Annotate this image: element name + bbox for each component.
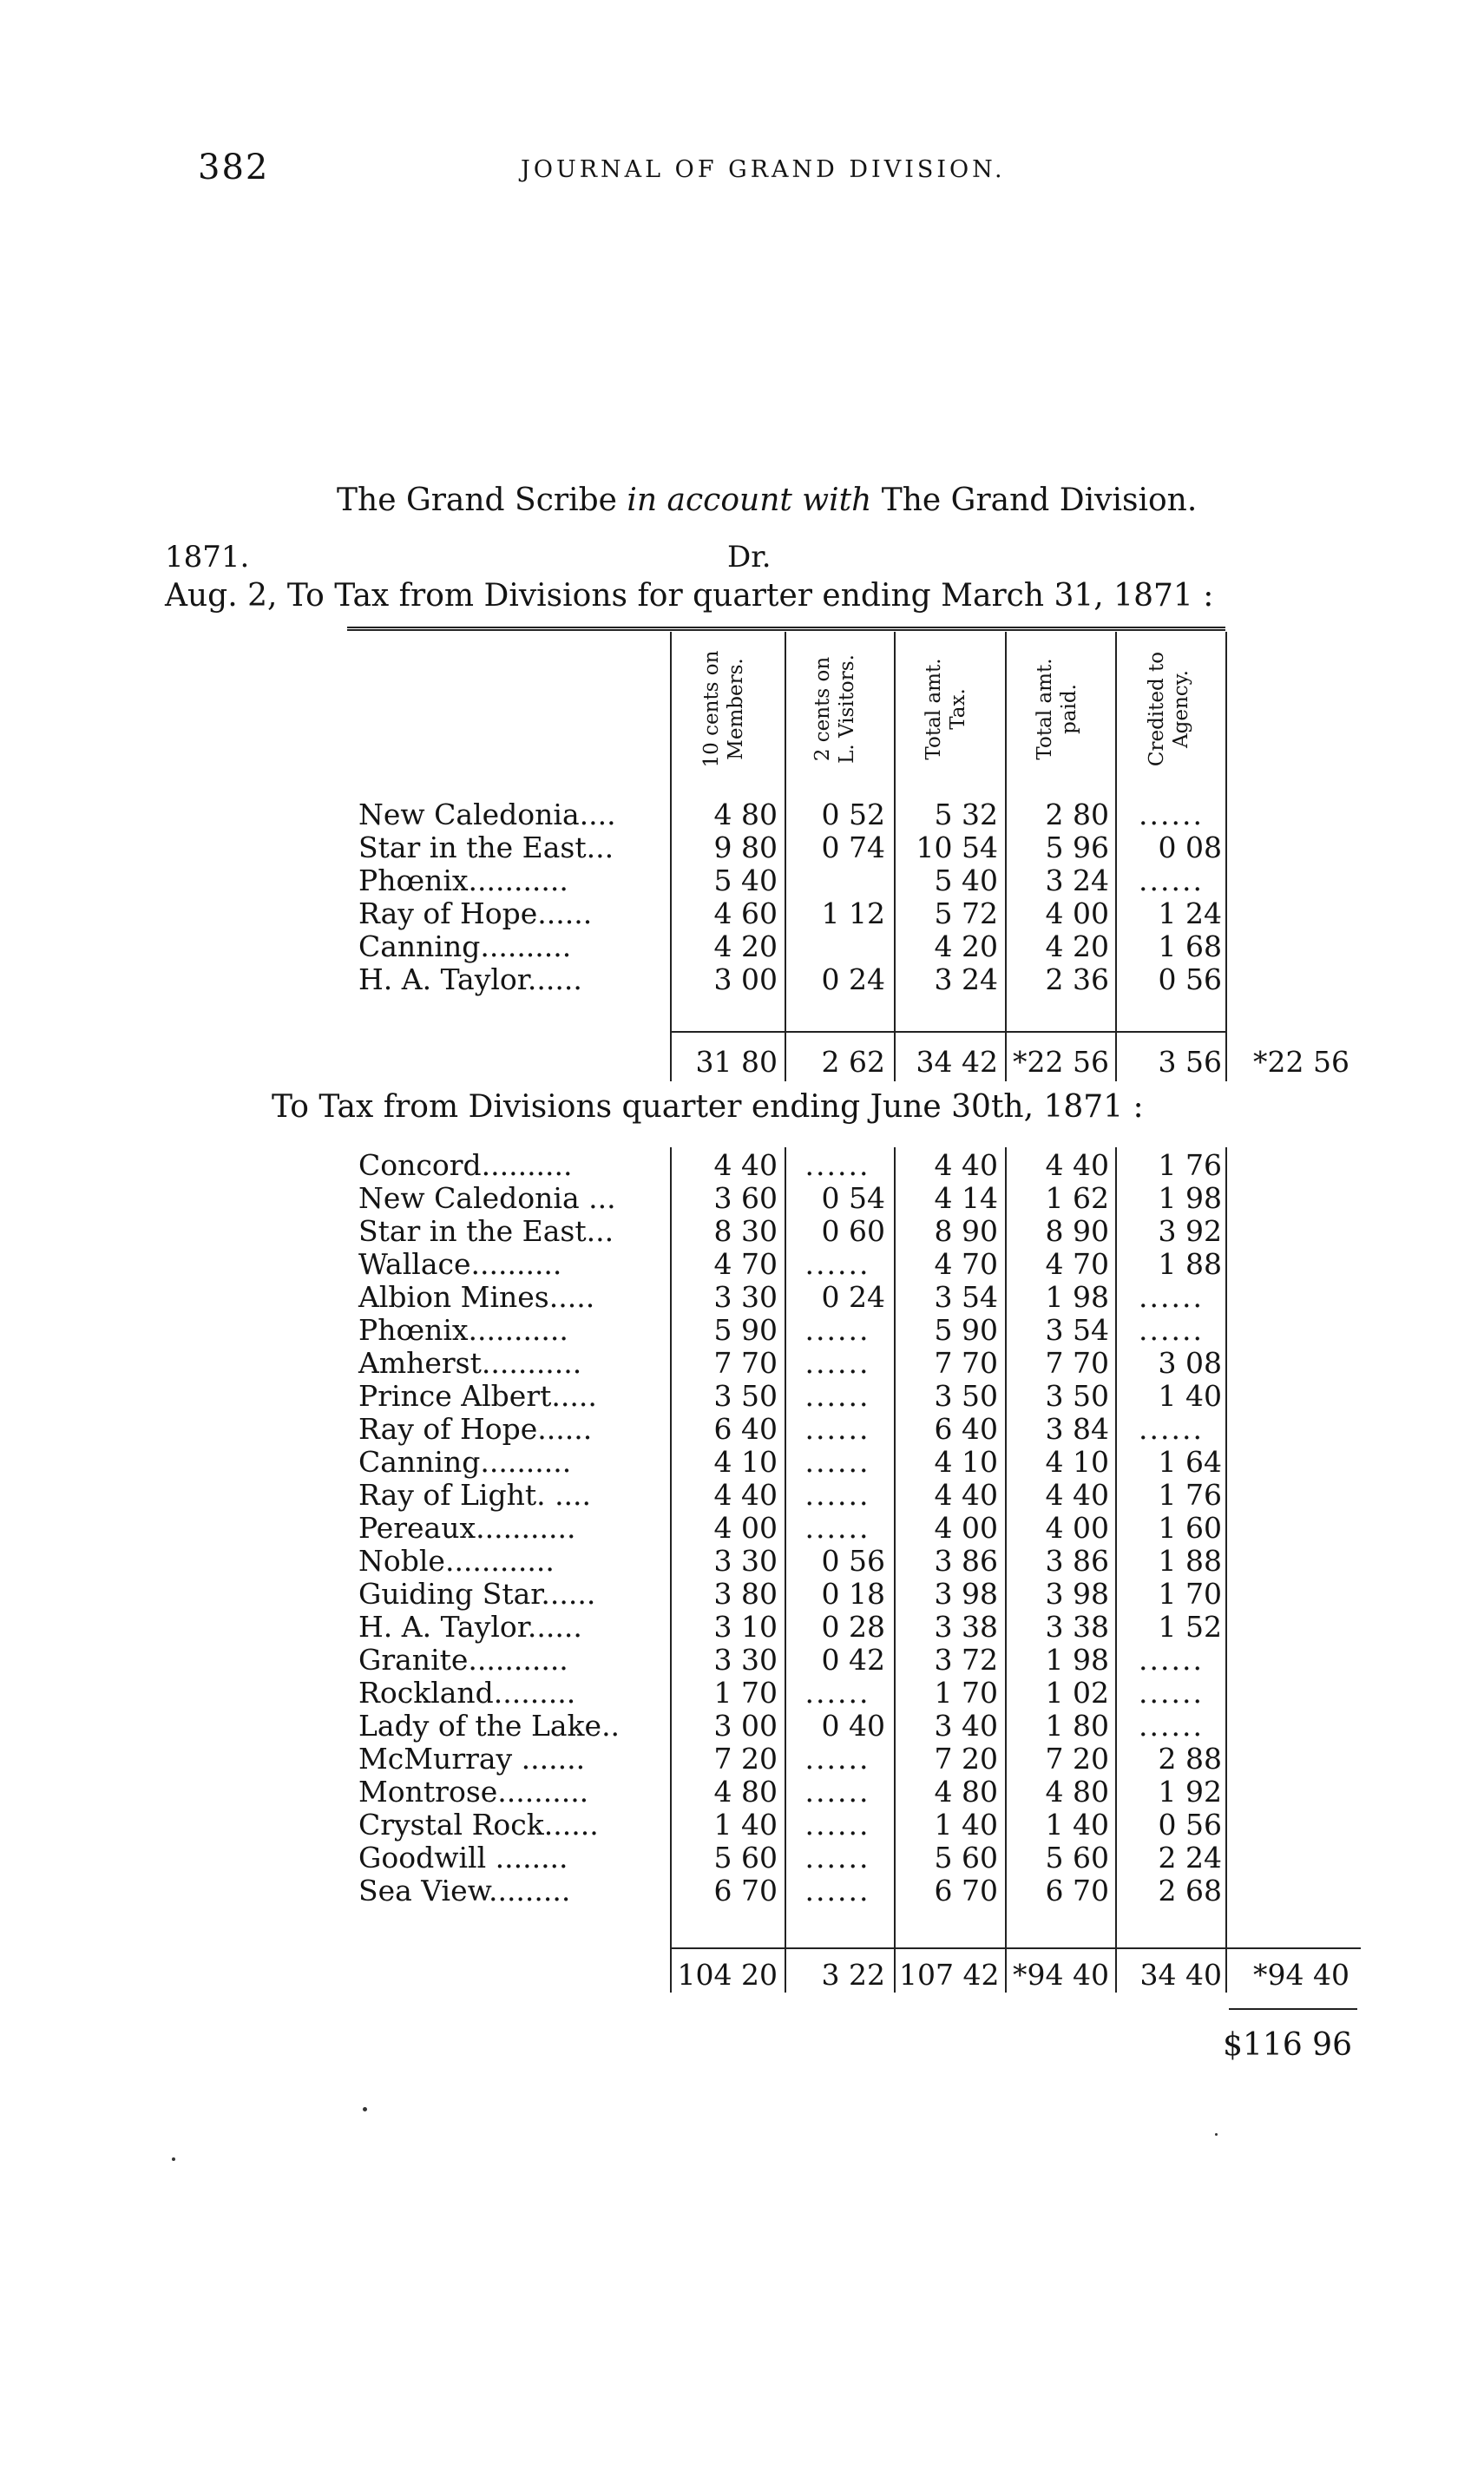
table-cell: 4 70 [934,1247,998,1281]
table-cell: 3 92 [1158,1214,1222,1248]
column-rule [670,1147,672,1993]
column-header-2 [811,631,859,787]
column-rule [785,632,786,1081]
division-name: Guiding Star...... [358,1577,596,1611]
table-cell: 0 42 [821,1643,885,1677]
table-cell: 8 90 [934,1214,998,1248]
table-cell: 5 90 [934,1313,998,1347]
division-name: Rockland......... [358,1676,576,1710]
table-cell: 6 40 [713,1412,778,1446]
subtotal-rule [670,1031,1225,1033]
subtotal-value: 3 56 [1158,1045,1222,1079]
table-cell: 7 20 [934,1742,998,1776]
table-cell: 1 52 [1158,1610,1222,1644]
table-cell: 3 50 [934,1379,998,1413]
table-cell: 2 88 [1158,1742,1222,1776]
table-cell: 4 60 [713,896,778,930]
table-cell: 3 98 [934,1577,998,1611]
division-name: Phœnix........... [358,1313,568,1347]
column-header-4 [1033,631,1081,787]
table-cell: 3 38 [934,1610,998,1644]
column-header-3 [922,631,970,787]
division-name: Goodwill ........ [358,1841,568,1875]
table-cell: 4 20 [934,929,998,963]
table-cell: 0 56 [821,1544,885,1578]
table-cell: ...... [1139,1412,1204,1446]
table-cell: 4 00 [1045,896,1109,930]
title-part-1: The Grand Scribe [337,483,617,518]
table-cell: 1 40 [934,1808,998,1842]
table-cell: 5 40 [713,863,778,897]
table-cell: 4 10 [1045,1445,1109,1479]
table-cell: 1 40 [1158,1379,1222,1413]
table-cell: 3 50 [1045,1379,1109,1413]
table-cell: 5 60 [1045,1841,1109,1875]
table-cell: 6 70 [1045,1874,1109,1907]
table-cell: 4 20 [1045,929,1109,963]
column-header-1 [699,631,748,787]
table-cell: 4 00 [713,1511,778,1545]
column-header-line: Credited to [1145,651,1168,767]
table-cell: ...... [1139,798,1204,831]
division-name: Star in the East... [358,1214,614,1248]
table-cell: ...... [804,1511,870,1545]
division-name: Montrose.......... [358,1775,589,1809]
table-cell: 3 72 [934,1643,998,1677]
column-header-line: Total amt. [923,658,945,760]
table-cell: 4 00 [934,1511,998,1545]
table-cell: 0 24 [821,962,885,996]
subtotal-value: 2 62 [821,1045,885,1079]
table-cell: 4 40 [1045,1148,1109,1182]
division-name: Albion Mines..... [358,1280,595,1314]
table-cell: 1 70 [713,1676,778,1710]
account-year: 1871. [165,540,250,575]
table-cell: 1 40 [713,1808,778,1842]
division-name: New Caledonia ... [358,1181,616,1215]
table-cell: 6 70 [713,1874,778,1907]
table-cell: 5 32 [934,798,998,831]
table-cell: ...... [804,1379,870,1413]
division-name: H. A. Taylor...... [358,962,582,996]
table-cell: 3 80 [713,1577,778,1611]
table-cell: 0 18 [821,1577,885,1611]
division-name: Ray of Light. .... [358,1478,592,1512]
table-cell: 3 38 [1045,1610,1109,1644]
table-cell: 1 98 [1158,1181,1222,1215]
table-cell: 4 20 [713,929,778,963]
column-rule [1225,632,1227,1081]
column-rule [1005,632,1007,1081]
table-cell: 0 56 [1158,1808,1222,1842]
table-cell: 1 76 [1158,1148,1222,1182]
column-rule [785,1147,786,1993]
division-name: H. A. Taylor...... [358,1610,582,1644]
account-title [337,483,1197,518]
table-cell: 1 64 [1158,1445,1222,1479]
table-cell: 10 54 [916,831,998,864]
table-cell: 3 30 [713,1643,778,1677]
march-quarter-heading: Aug. 2, To Tax from Divisions for quarter ending March 31, 1871 : [165,578,1214,614]
table-cell: 3 24 [934,962,998,996]
table-cell: 0 74 [821,831,885,864]
division-name: Pereaux........... [358,1511,576,1545]
table-cell: 1 70 [1158,1577,1222,1611]
division-name: Crystal Rock...... [358,1808,599,1842]
table-cell: ...... [804,1808,870,1842]
table-cell: 7 20 [1045,1742,1109,1776]
table-cell: 1 60 [1158,1511,1222,1545]
table-cell: 1 70 [934,1676,998,1710]
table-cell: 4 40 [713,1148,778,1182]
table-cell: 1 88 [1158,1544,1222,1578]
table-cell: 1 62 [1045,1181,1109,1215]
table-cell: 4 14 [934,1181,998,1215]
table-cell: ...... [804,1874,870,1907]
column-header-line: Agency. [1169,670,1192,748]
table-cell: 3 30 [713,1544,778,1578]
table-cell: 7 20 [713,1742,778,1776]
subtotal-value: 104 20 [677,1958,778,1992]
table-cell: 9 80 [713,831,778,864]
table-cell: 3 40 [934,1709,998,1743]
table-cell: 3 00 [713,1709,778,1743]
table-cell: 1 12 [821,896,885,930]
table-cell: 6 70 [934,1874,998,1907]
column-rule [894,632,896,1081]
column-rule [1225,1147,1227,1993]
division-name: Wallace.......... [358,1247,562,1281]
table-cell: 0 08 [1158,831,1222,864]
table-cell: 0 60 [821,1214,885,1248]
column-rule [1115,1147,1117,1993]
division-name: Canning.......... [358,1445,572,1479]
table-cell: 0 40 [821,1709,885,1743]
division-name: New Caledonia.... [358,798,616,831]
column-rule [894,1147,896,1993]
table-cell: 3 98 [1045,1577,1109,1611]
table-cell: ...... [1139,1709,1204,1743]
table-cell: ...... [804,1841,870,1875]
table-cell: ...... [804,1478,870,1512]
table-cell: 1 88 [1158,1247,1222,1281]
table-cell: ...... [1139,1676,1204,1710]
june-quarter-heading: To Tax from Divisions quarter ending June 30th, 1871 : [272,1089,1144,1125]
table-cell: 2 68 [1158,1874,1222,1907]
table-cell: ...... [804,1775,870,1809]
page-number: 382 [198,148,270,187]
title-part-3: The Grand Division. [881,483,1198,518]
table-cell: ...... [804,1148,870,1182]
division-name: Amherst........... [358,1346,582,1380]
table-cell: 3 84 [1045,1412,1109,1446]
table-cell: 4 70 [713,1247,778,1281]
division-name: Ray of Hope...... [358,896,593,930]
table-cell: 0 54 [821,1181,885,1215]
division-name: Noble............ [358,1544,555,1578]
table-cell: 2 80 [1045,798,1109,831]
table-cell: 5 90 [713,1313,778,1347]
subtotal-carried: *22 56 [1253,1045,1349,1079]
table-cell: 5 40 [934,863,998,897]
table-cell: 1 02 [1045,1676,1109,1710]
table-cell: 4 40 [934,1148,998,1182]
table-cell: 1 92 [1158,1775,1222,1809]
table-cell: 3 60 [713,1181,778,1215]
table-cell: 0 24 [821,1280,885,1314]
table-cell: 1 98 [1045,1643,1109,1677]
subtotal-value: 34 40 [1139,1958,1222,1992]
table-cell: 4 80 [934,1775,998,1809]
title-part-2: in account with [627,483,872,518]
table-cell: 1 68 [1158,929,1222,963]
table-cell: 3 86 [934,1544,998,1578]
subtotal-carried: *94 40 [1253,1958,1349,1992]
table-cell: ...... [1139,1643,1204,1677]
grand-total-rule [1229,2008,1357,2010]
table-cell: ...... [804,1445,870,1479]
subtotal-value: *94 40 [1013,1958,1109,1992]
table-cell: ...... [1139,863,1204,897]
subtotal-value: 3 22 [821,1958,885,1992]
table-cell: 5 60 [934,1841,998,1875]
table-cell: ...... [804,1412,870,1446]
table-cell: 3 54 [934,1280,998,1314]
subtotal-rule [670,1947,1361,1949]
table-cell: ...... [1139,1280,1204,1314]
column-rule [1005,1147,1007,1993]
table-cell: 2 36 [1045,962,1109,996]
table-cell: 4 00 [1045,1511,1109,1545]
table-cell: 3 86 [1045,1544,1109,1578]
column-header-line: Tax. [947,688,969,730]
column-header-line: L. Visitors. [836,654,858,764]
division-name: Ray of Hope...... [358,1412,593,1446]
table-cell: 3 00 [713,962,778,996]
table-cell: 7 70 [713,1346,778,1380]
column-rule [1115,632,1117,1081]
table-cell: 4 10 [713,1445,778,1479]
division-name: Prince Albert..... [358,1379,597,1413]
table-cell: 7 70 [934,1346,998,1380]
table-top-rule [347,629,1225,631]
print-speck [363,2107,367,2111]
table-cell: 5 72 [934,896,998,930]
table-cell: 1 40 [1045,1808,1109,1842]
subtotal-value: *22 56 [1013,1045,1109,1079]
table-cell: 6 40 [934,1412,998,1446]
subtotal-value: 34 42 [916,1045,998,1079]
table-cell: 4 70 [1045,1247,1109,1281]
division-name: Granite........... [358,1643,568,1677]
table-top-rule [347,627,1225,628]
table-cell: 4 40 [1045,1478,1109,1512]
table-cell: 5 96 [1045,831,1109,864]
table-cell: ...... [804,1247,870,1281]
print-speck [1215,2133,1218,2136]
subtotal-value: 31 80 [695,1045,778,1079]
print-speck [172,2157,175,2161]
column-rule [670,632,672,1081]
table-cell: ...... [804,1313,870,1347]
subtotal-value: 107 42 [899,1958,1000,1992]
division-name: McMurray ....... [358,1742,586,1776]
table-cell: 0 56 [1158,962,1222,996]
column-header-line: Total amt. [1034,658,1056,760]
table-cell: ...... [804,1676,870,1710]
table-cell: 3 08 [1158,1346,1222,1380]
table-cell: ...... [804,1742,870,1776]
table-cell: 1 98 [1045,1280,1109,1314]
table-cell: 0 28 [821,1610,885,1644]
table-cell: 3 10 [713,1610,778,1644]
table-cell: ...... [804,1346,870,1380]
table-cell: 8 90 [1045,1214,1109,1248]
division-name: Sea View......... [358,1874,571,1907]
table-cell: 4 80 [713,798,778,831]
table-cell: 0 52 [821,798,885,831]
table-cell: 2 24 [1158,1841,1222,1875]
table-cell: 1 80 [1045,1709,1109,1743]
division-name: Star in the East... [358,831,614,864]
table-cell: 3 30 [713,1280,778,1314]
table-cell: 3 54 [1045,1313,1109,1347]
table-cell: 4 80 [1045,1775,1109,1809]
table-cell: 1 24 [1158,896,1222,930]
column-header-5 [1145,631,1193,787]
table-cell: 4 40 [713,1478,778,1512]
table-cell: 1 76 [1158,1478,1222,1512]
table-cell: 4 40 [934,1478,998,1512]
division-name: Phœnix........... [358,863,568,897]
division-name: Concord.......... [358,1148,573,1182]
column-header-line: 2 cents on [811,656,834,762]
table-cell: 5 60 [713,1841,778,1875]
running-head: JOURNAL OF GRAND DIVISION. [521,156,1006,183]
table-cell: 7 70 [1045,1346,1109,1380]
column-header-line: Members. [725,658,747,760]
division-name: Lady of the Lake.. [358,1709,621,1743]
division-name: Canning.......... [358,929,572,963]
table-cell: 4 80 [713,1775,778,1809]
column-header-line: 10 cents on [700,650,723,768]
table-cell: 4 10 [934,1445,998,1479]
table-cell: 3 24 [1045,863,1109,897]
table-cell: ...... [1139,1313,1204,1347]
table-cell: 3 50 [713,1379,778,1413]
debit-label: Dr. [727,540,772,575]
column-header-line: paid. [1058,684,1080,734]
table-cell: 8 30 [713,1214,778,1248]
grand-total: $116 96 [1223,2027,1352,2063]
